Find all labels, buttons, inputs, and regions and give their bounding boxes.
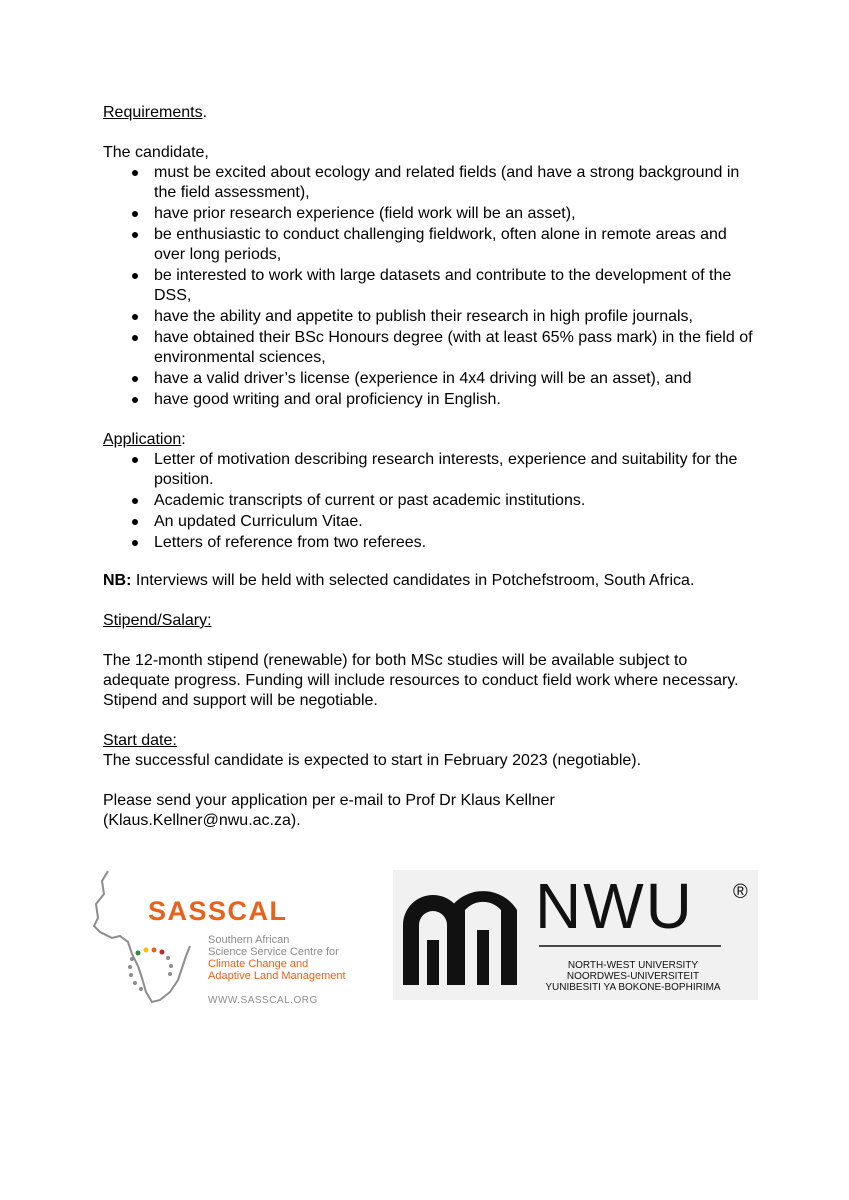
- list-item: have the ability and appetite to publish their research in high profile journals,: [103, 307, 753, 327]
- sasscal-line1: Southern African: [208, 934, 290, 946]
- requirements-intro: The candidate,: [103, 144, 209, 161]
- dots-ring-icon: [128, 948, 173, 992]
- sasscal-line4: Adaptive Land Management: [208, 970, 346, 982]
- stipend-heading: Stipend/Salary:: [103, 612, 212, 629]
- sasscal-line3: Climate Change and: [208, 958, 309, 970]
- sasscal-url: WWW.SASSCAL.ORG: [208, 995, 318, 1006]
- contact-email: (Klaus.Kellner@nwu.ac.za).: [103, 812, 301, 829]
- requirements-list: [103, 163, 753, 410]
- list-item: have obtained their BSc Honours degree (with at least 65% pass mark) in the field of environmental sciences,: [103, 328, 753, 368]
- list-item: Letter of motivation describing research interests, experience and suitability for the position.: [103, 450, 753, 490]
- list-item: be enthusiastic to conduct challenging fieldwork, often alone in remote areas and over long periods,: [103, 225, 753, 265]
- nwu-line3: YUNIBESITI YA BOKONE-BOPHIRIMA: [545, 982, 721, 993]
- list-item: An updated Curriculum Vitae.: [103, 512, 753, 532]
- registered-mark-icon: ®: [733, 881, 748, 903]
- nwu-line2: NOORDWES-UNIVERSITEIT: [566, 971, 700, 982]
- document-body: [103, 103, 753, 831]
- nb-paragraph: NB: Interviews will be held with selected candidates in Potchefstroom, South Africa.: [103, 572, 695, 589]
- list-item: have prior research experience (field work will be an asset),: [103, 204, 753, 224]
- list-item: have a valid driver’s license (experience in 4x4 driving will be an asset), and: [103, 369, 753, 389]
- list-item: Letters of reference from two referees.: [103, 533, 753, 553]
- application-list: [103, 450, 753, 553]
- list-item: Academic transcripts of current or past academic institutions.: [103, 491, 753, 511]
- list-item: have good writing and oral proficiency in English.: [103, 390, 753, 410]
- requirements-heading: Requirements.: [103, 104, 208, 121]
- list-item: be interested to work with large datasets and contribute to the development of the DSS,: [103, 266, 753, 306]
- africa-outline-icon: [94, 871, 190, 1002]
- sasscal-logo: [90, 866, 370, 1016]
- nwu-logo: [393, 870, 758, 1000]
- application-heading: Application:: [103, 431, 186, 448]
- sasscal-line2: Science Service Centre for: [208, 946, 339, 958]
- nwu-line1: NORTH-WEST UNIVERSITY: [567, 960, 699, 971]
- sasscal-name: SASSCAL: [148, 896, 288, 926]
- nwu-name: NWU: [535, 870, 694, 942]
- list-item: must be excited about ecology and related fields (and have a strong background in the field assessment),: [103, 163, 753, 203]
- start-heading: Start date:: [103, 732, 177, 749]
- contact-line: Please send your application per e-mail to Prof Dr Klaus Kellner: [103, 792, 555, 809]
- start-text: The successful candidate is expected to start in February 2023 (negotiable).: [103, 752, 642, 769]
- stipend-text: The 12-month stipend (renewable) for both MSc studies will be available subject to adequate progress. Funding will include resources to conduct field work where necessary. Stipend and support will be negotiable.: [103, 652, 739, 709]
